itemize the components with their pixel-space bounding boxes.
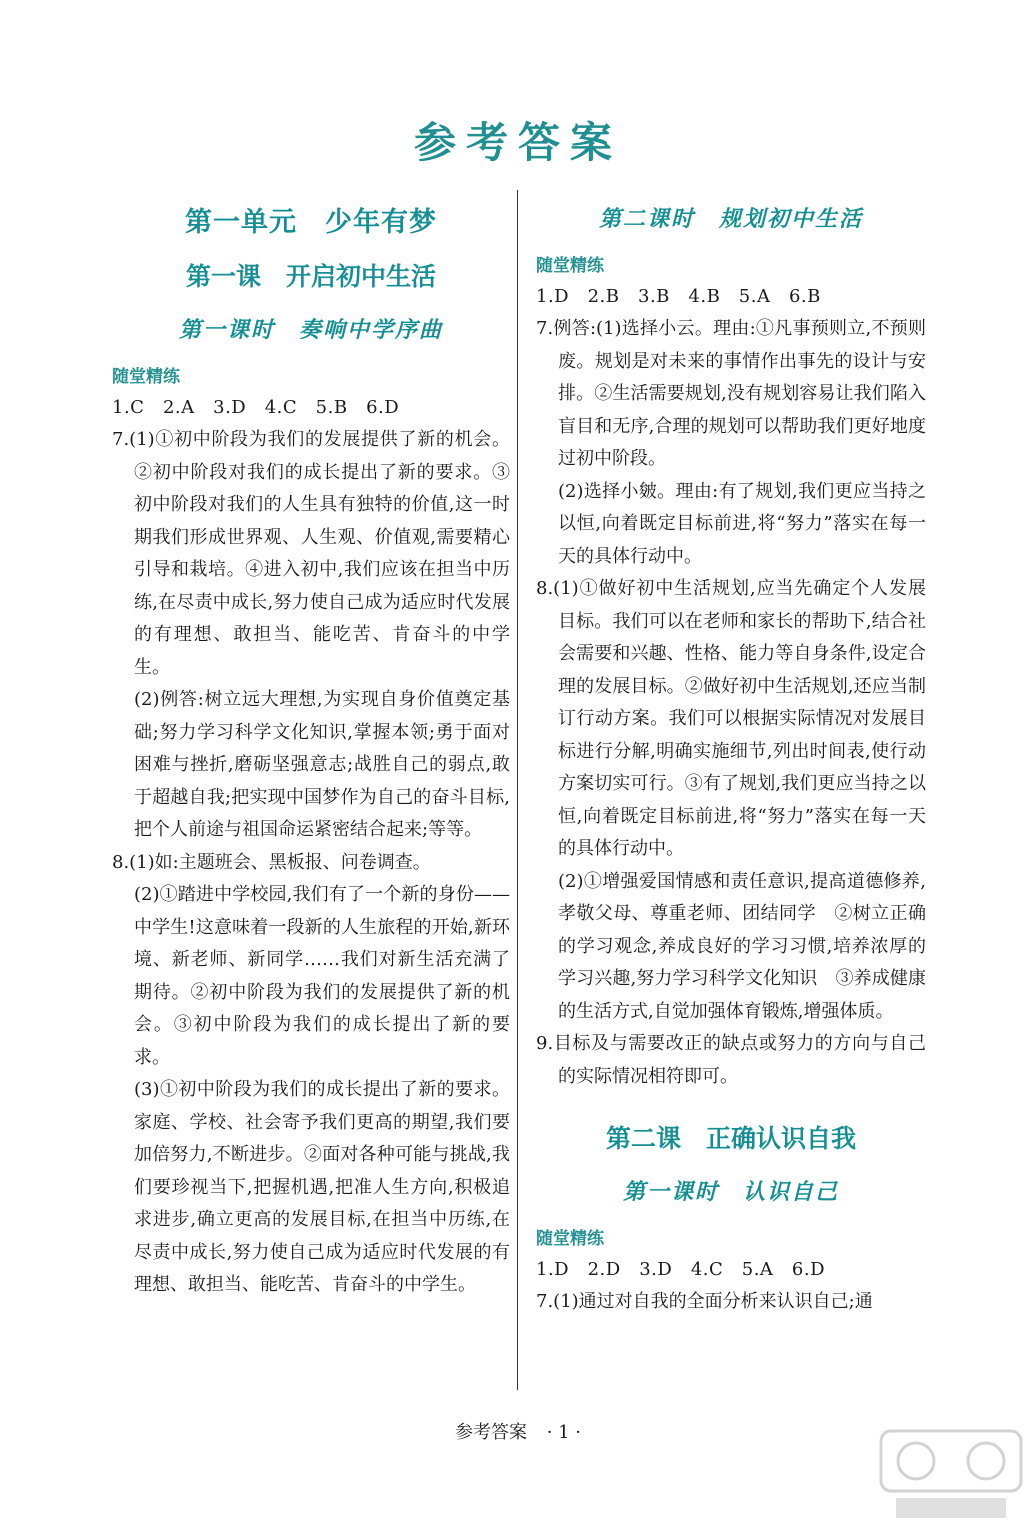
page-number: · 1 ·	[546, 1422, 582, 1443]
answer-q8-part1: 8.(1)如:主题班会、黑板报、问卷调查。	[112, 851, 431, 873]
multiple-choice-answers: 1.C 2.A 3.D 4.C 5.B 6.D	[112, 397, 400, 418]
right-column	[536, 190, 926, 1319]
multiple-choice-answers-2: 1.D 2.B 3.B 4.B 5.A 6.B	[536, 286, 821, 307]
answer-q8-part2-2: (2)①增强爱国情感和责任意识,提高道德修养,孝敬父母、尊重老师、团结同学 ②树立正确的学习观念,养成良好的学习习惯,培养浓厚的学习兴趣,努力学习科学文化知识 ③养成健康的生活方式,自觉加强体育锻炼,增强体质。	[558, 870, 926, 1022]
left-column	[112, 190, 510, 1302]
period-title-3: 第一课时 认识自己	[622, 1179, 839, 1205]
section-label: 随堂精练	[112, 367, 180, 387]
answer-q7-part2: (2)例答:树立远大理想,为实现自身价值奠定基础;努力学习科学文化知识,掌握本领;勇于面对困难与挫折,磨砺坚强意志;战胜自己的弱点,敢于超越自我;把实现中国梦作为自己的奋斗目标,把个人前途与祖国命运紧密结合起来;等等。	[134, 689, 510, 840]
answer-q9: 9.目标及与需要改正的缺点或努力的方向与自己的实际情况相符即可。	[536, 1033, 926, 1087]
answer-q8-part3: (3)①初中阶段为我们的成长提出了新的要求。家庭、学校、社会寄予我们更高的期望,我们要加倍努力,不断进步。②面对各种可能与挑战,我们要珍视当下,把握机遇,把准人生方向,积极追求进步,确立更高的发展目标,在担当中历练,在尽责中成长,努力使自己成为适应时代发展的有理想、敢担当、能吃苦、肯奋斗的中学生。	[134, 1079, 510, 1295]
answer-q7-part1: 7.(1)①初中阶段为我们的发展提供了新的机会。②初中阶段对我们的成长提出了新的要求。③初中阶段对我们的人生具有独特的价值,这一时期我们形成世界观、人生观、价值观,需要精心引导和栽培。④进入初中,我们应该在担当中历练,在尽责中成长,努力使自己成为适应时代发展的有理想、敢担当、能吃苦、肯奋斗的中学生。	[112, 429, 510, 678]
answer-q8-part1-2: 8.(1)①做好初中生活规划,应当先确定个人发展目标。我们可以在老师和家长的帮助下,结合社会需要和兴趣、性格、能力等自身条件,设定合理的发展目标。②做好初中生活规划,还应当制订行动方案。我们可以根据实际情况对发展目标进行分解,明确实施细节,列出时间表,使行动方案切实可行。③有了规划,我们更应当持之以恒,向着既定目标前进,将“努力”落实在每一天的具体行动中。	[536, 578, 926, 859]
section-label-2: 随堂精练	[536, 256, 604, 276]
multiple-choice-answers-3: 1.D 2.D 3.D 4.C 5.A 6.D	[536, 1259, 826, 1280]
period-title: 第一课时 奏响中学序曲	[178, 317, 443, 343]
watermark-logo-icon	[876, 1426, 1026, 1526]
footer-label: 参考答案	[454, 1422, 527, 1443]
lesson-title: 第一课 开启初中生活	[185, 262, 436, 291]
lesson-title-2: 第二课 正确认识自我	[605, 1124, 856, 1153]
answer-q7-start-3: 7.(1)通过对自我的全面分析来认识自己;通	[536, 1291, 873, 1312]
answer-q8-part2: (2)①踏进中学校园,我们有了一个新的身份——中学生!这意味着一段新的人生旅程的开始,新环境、新老师、新同学……我们对新生活充满了期待。②初中阶段为我们的发展提供了新的机会。③初中阶段为我们的成长提出了新的要求。	[134, 884, 510, 1068]
section-label-3: 随堂精练	[536, 1229, 604, 1249]
answer-q7-part2-2: (2)选择小皴。理由:有了规划,我们更应当持之以恒,向着既定目标前进,将“努力”落实在每一天的具体行动中。	[558, 480, 926, 567]
column-divider	[517, 190, 518, 1390]
answer-q7-part1-2: 7.例答:(1)选择小云。理由:①凡事预则立,不预则废。规划是对未来的事情作出事先的设计与安排。②生活需要规划,没有规划容易让我们陷入盲目和无序,合理的规划可以帮助我们更好地度过初中阶段。	[536, 318, 926, 469]
unit-title: 第一单元 少年有梦	[185, 207, 437, 238]
page-title: 参考答案	[413, 118, 622, 167]
period-title-2: 第二课时 规划初中生活	[598, 206, 863, 232]
